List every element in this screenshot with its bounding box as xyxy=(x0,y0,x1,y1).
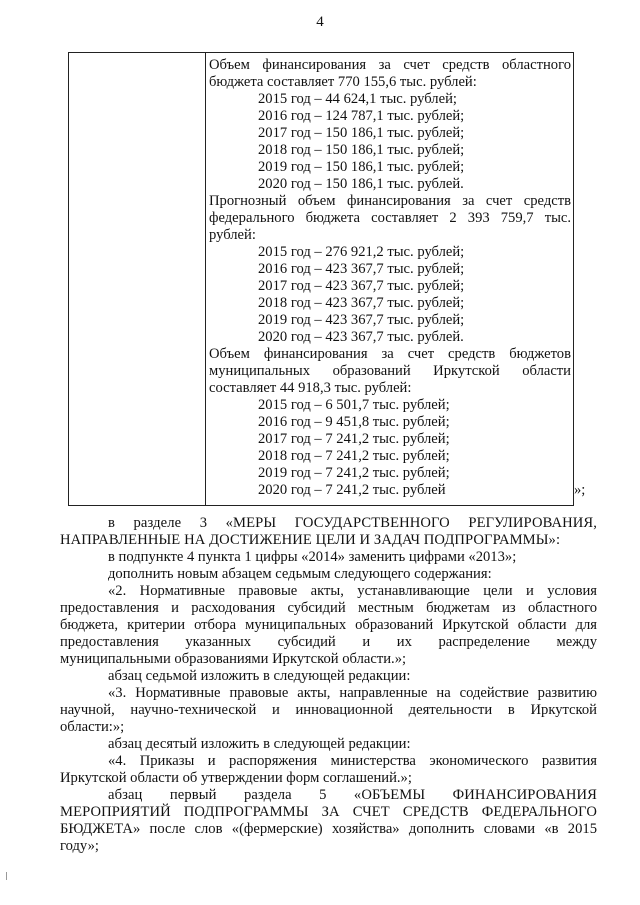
funding-block-municipal xyxy=(209,346,571,499)
text-line: муниципальными образованиями Иркутской области.»; xyxy=(60,651,407,667)
year-line: 2016 год – 9 451,8 тыс. рублей; xyxy=(258,414,450,430)
paragraph-section3 xyxy=(60,515,597,549)
block-text-line: федерального бюджета составляет 2 393 759,7 тыс. xyxy=(209,210,571,226)
year-line: 2015 год – 276 921,2 тыс. рублей; xyxy=(258,244,465,260)
paragraph-quote-2 xyxy=(60,583,597,668)
year-line: 2019 год – 150 186,1 тыс. рублей; xyxy=(258,159,465,175)
text-line: области:»; xyxy=(60,719,125,735)
funding-block-regional xyxy=(209,57,571,193)
block-text-line: Объем финансирования за счет средств бюджетов xyxy=(209,346,571,362)
year-line: 2018 год – 423 367,7 тыс. рублей; xyxy=(258,295,465,311)
paragraph-quote-4 xyxy=(60,753,597,787)
year-line: 2015 год – 44 624,1 тыс. рублей; xyxy=(258,91,457,107)
paragraph-quote-3 xyxy=(60,685,597,736)
paragraph-subpoint4: в подпункте 4 пункта 1 цифры «2014» заменить цифрами «2013»; xyxy=(108,549,517,565)
text-line: предоставления и расходования субсидий местным бюджетам из областного xyxy=(60,600,597,616)
year-line: 2019 год – 423 367,7 тыс. рублей; xyxy=(258,312,465,328)
paragraph-abzac7: абзац седьмой изложить в следующей редакции: xyxy=(108,668,411,684)
funding-block-federal xyxy=(209,193,571,346)
year-line: 2017 год – 7 241,2 тыс. рублей; xyxy=(258,431,450,447)
funding-table xyxy=(68,52,574,506)
text-line: предоставления указанных субсидий и их распределение между xyxy=(60,634,597,650)
document-body xyxy=(60,515,597,855)
paragraph-abzac10: абзац десятый изложить в следующей редакции: xyxy=(108,736,411,752)
text-line: научной, научно-технической и инновационной деятельности в Иркутской xyxy=(60,702,597,718)
block-text-line: муниципальных образований Иркутской области xyxy=(209,363,571,379)
text-line: «3. Нормативные правовые акты, направленные на содействие развитию xyxy=(108,685,597,701)
year-line: 2017 год – 423 367,7 тыс. рублей; xyxy=(258,278,465,294)
year-line: 2020 год – 7 241,2 тыс. рублей xyxy=(258,482,446,498)
block-text-line: Объем финансирования за счет средств областного xyxy=(209,57,571,73)
year-line: 2016 год – 423 367,7 тыс. рублей; xyxy=(258,261,465,277)
text-line: бюджета, критерии отбора муниципальных образований Иркутской области для xyxy=(60,617,597,633)
paragraph-new-abzac: дополнить новым абзацем седьмым следующего содержания: xyxy=(108,566,492,582)
text-line: «2. Нормативные правовые акты, устанавливающие цели и условия xyxy=(108,583,597,599)
year-line: 2016 год – 124 787,1 тыс. рублей; xyxy=(258,108,465,124)
year-line: 2020 год – 150 186,1 тыс. рублей. xyxy=(258,176,464,192)
block-text-line: бюджета составляет 770 155,6 тыс. рублей: xyxy=(209,74,477,90)
year-line: 2019 год – 7 241,2 тыс. рублей; xyxy=(258,465,450,481)
table-left-cell xyxy=(69,53,206,505)
text-line: Иркутской области об утверждении форм соглашений.»; xyxy=(60,770,412,786)
year-line: 2017 год – 150 186,1 тыс. рублей; xyxy=(258,125,465,141)
margin-mark xyxy=(6,872,13,880)
year-line: 2020 год – 423 367,7 тыс. рублей. xyxy=(258,329,464,345)
block-text-line: Прогнозный объем финансирования за счет средств xyxy=(209,193,571,209)
text-line: в разделе 3 «МЕРЫ ГОСУДАРСТВЕННОГО РЕГУЛИРОВАНИЯ, xyxy=(108,515,597,531)
year-line: 2018 год – 150 186,1 тыс. рублей; xyxy=(258,142,465,158)
block-text-line: составляет 44 918,3 тыс. рублей: xyxy=(209,380,412,396)
paragraph-section5 xyxy=(60,787,597,855)
text-line: БЮДЖЕТА» после слов «(фермерские) хозяйства» дополнить словами «в 2015 xyxy=(60,821,597,837)
table-right-cell xyxy=(206,53,573,505)
page-number: 4 xyxy=(316,14,324,30)
table-close-quote: »; xyxy=(574,482,586,498)
text-line: МЕРОПРИЯТИЙ ПОДПРОГРАММЫ ЗА СЧЕТ СРЕДСТВ ФЕДЕРАЛЬНОГО xyxy=(60,804,597,820)
year-line: 2018 год – 7 241,2 тыс. рублей; xyxy=(258,448,450,464)
block-text-line: рублей: xyxy=(209,227,256,243)
text-line: абзац первый раздела 5 «ОБЪЕМЫ ФИНАНСИРОВАНИЯ xyxy=(108,787,597,803)
text-line: «4. Приказы и распоряжения министерства экономического развития xyxy=(108,753,597,769)
year-line: 2015 год – 6 501,7 тыс. рублей; xyxy=(258,397,450,413)
text-line: НАПРАВЛЕННЫЕ НА ДОСТИЖЕНИЕ ЦЕЛИ И ЗАДАЧ ПОДПРОГРАММЫ»: xyxy=(60,532,561,548)
text-line: году»; xyxy=(60,838,99,854)
